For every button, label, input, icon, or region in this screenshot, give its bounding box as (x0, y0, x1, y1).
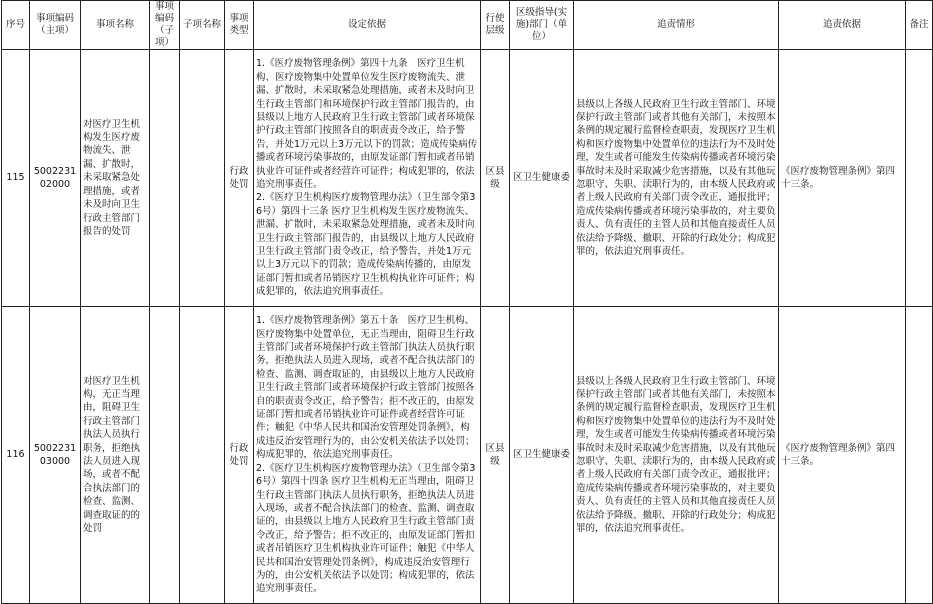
header-basis: 设定依据 (254, 1, 481, 50)
cell-circumstance: 县级以上各级人民政府卫生行政主管部门、环境保护行政主管部门或者其他有关部门，未按照本条例的规定履行监督检查职责，发现医疗卫生机构和医疗废物集中处置单位的违法行为不及时处理，发生或者可能发生传染病传播或者环境污染事故时未及时采取减少危害措施，以及有其他玩忽职守、失职、渎职行为的，由本级人民政府或者上级人民政府有关部门责令改正，通报批评；造成传染病传播或者环境污染事故的，对主要负责人、负有责任的主管人员和其他直接责任人员依法给予降级、撤职、开除的行政处分；构成犯罪的，依法追究刑事责任。 (574, 50, 779, 307)
cell-seq: 116 (2, 307, 30, 604)
cell-name: 对医疗卫生机构发生医疗废物流失、泄漏、扩散时，未采取紧急处理措施，或者未及时向卫生行政主管部门报告的处罚 (81, 50, 150, 307)
header-name: 事项名称 (81, 1, 150, 50)
cell-type: 行政处罚 (225, 50, 254, 307)
cell-code-sub (150, 50, 180, 307)
cell-dept: 区卫生健康委 (510, 50, 574, 307)
basis-paragraph-1: 1.《医疗废物管理条例》第五十条 医疗卫生机构、医疗废物集中处置单位，无正当理由，阻碍卫生行政主管部门或者环境保护行政主管部门执法人员执行职务，拒绝执法人员进入现场，或者不配合执法部门的检查、监测、调查取证的，由县级以上地方人民政府卫生行政主管部门或者环境保护行政主管部门按照各自的职责责令改正，给予警告；拒不改正的，由原发证部门暂扣或者吊销执业许可证件或者经营许可证件；触犯《中华人民共和国治安管理处罚条例》，构成违反治安管理行为的，由公安机关依法予以处罚；构成犯罪的，依法追究刑事责任。 (256, 315, 475, 461)
cell-remark (906, 50, 933, 307)
header-type: 事项类型 (225, 1, 254, 50)
table-row (2, 307, 933, 604)
cell-sub-name (180, 307, 225, 604)
header-remark: 备注 (906, 1, 933, 50)
header-dept: 区级指导(实施)部门（单位） (510, 1, 574, 50)
header-row (2, 1, 933, 50)
cell-basis (254, 50, 481, 307)
basis-paragraph-2: 2.《医疗卫生机构医疗废物管理办法》（卫生部令第36号）第四十三条 医疗卫生机构发生医疗废物流失、泄漏、扩散时，未采取紧急处理措施，或者未及时向卫生行政主管部门报告的，由县级以上地方人民政府卫生行政主管部门责令改正，给予警告，并处1万元以上3万元以下的罚款；造成传染病传播的，由原发证部门暂扣或者吊销医疗卫生机构执业许可证件；构成犯罪的，依法追究刑事责任。 (256, 192, 476, 298)
cell-circumstance: 县级以上各级人民政府卫生行政主管部门、环境保护行政主管部门或者其他有关部门，未按照本条例的规定履行监督检查职责，发现医疗卫生机构和医疗废物集中处置单位的违法行为不及时处理，发生或者可能发生传染病传播或者环境污染事故时未及时采取减少危害措施，以及有其他玩忽职守、失职、渎职行为的，由本级人民政府或者上级人民政府有关部门责令改正，通报批评；造成传染病传播或者环境污染事故的，对主要负责人、负有责任的主管人员和其他直接责任人员依法给予降级、撤职、开除的行政处分；构成犯罪的，依法追究刑事责任。 (574, 307, 779, 604)
header-sub-name: 子项名称 (180, 1, 225, 50)
cell-dept: 区卫生健康委 (510, 307, 574, 604)
basis-paragraph-1: 1.《医疗废物管理条例》第四十九条 医疗卫生机构、医疗废物集中处置单位发生医疗废物流失、泄漏、扩散时，未采取紧急处理措施，或者未及时向卫生行政主管部门和环境保护行政主管部门报告的，由县级以上地方人民政府卫生行政主管部门或者环境保护行政主管部门按照各自的职责责令改正，给予警告，并处1万元以上3万元以下的罚款；造成传染病传播或者环境污染事故的，由原发证部门暂扣或者吊销执业许可证件或者经营许可证件；构成犯罪的，依法追究刑事责任。 (256, 58, 478, 190)
cell-basis (254, 307, 481, 604)
cell-remark (906, 307, 933, 604)
cell-level: 区县级 (481, 50, 510, 307)
header-circumstance: 追责情形 (574, 1, 779, 50)
header-seq: 序号 (2, 1, 30, 50)
header-code-sub: 事项编码（子项） (150, 1, 180, 50)
cell-account-basis: 《医疗废物管理条例》第四十三条。 (779, 307, 906, 604)
cell-type: 行政处罚 (225, 307, 254, 604)
header-account-basis: 追责依据 (779, 1, 906, 50)
cell-name: 对医疗卫生机构，无正当理由，阻碍卫生行政主管部门执法人员执行职务，拒绝执法人员进入现场，或者不配合执法部门的检查、监测、调查取证的的处罚 (81, 307, 150, 604)
cell-sub-name (180, 50, 225, 307)
cell-account-basis: 《医疗废物管理条例》第四十三条。 (779, 50, 906, 307)
cell-code-sub (150, 307, 180, 604)
cell-code-main: 500223103000 (30, 307, 81, 604)
matter-table (1, 0, 933, 604)
basis-paragraph-2: 2.《医疗卫生机构医疗废物管理办法》（卫生部令第36号）第四十四条 医疗卫生机构无正当理由，阻碍卫生行政主管部门执法人员执行职务，拒绝执法人员进入现场，或者不配合执法部门的检查、监测、调查取证的，由县级以上地方人民政府卫生行政主管部门责令改正，给予警告；拒不改正的，由原发证部门暂扣或者吊销医疗卫生机构执业许可证件；触犯《中华人民共和国治安管理处罚条例》，构成违反治安管理行为的，由公安机关依法予以处罚；构成犯罪的，依法追究刑事责任。 (256, 462, 476, 595)
cell-level: 区县级 (481, 307, 510, 604)
cell-code-main: 500223102000 (30, 50, 81, 307)
table-row (2, 50, 933, 307)
header-code-main: 事项编码（主项） (30, 1, 81, 50)
header-level: 行使层级 (481, 1, 510, 50)
cell-seq: 115 (2, 50, 30, 307)
